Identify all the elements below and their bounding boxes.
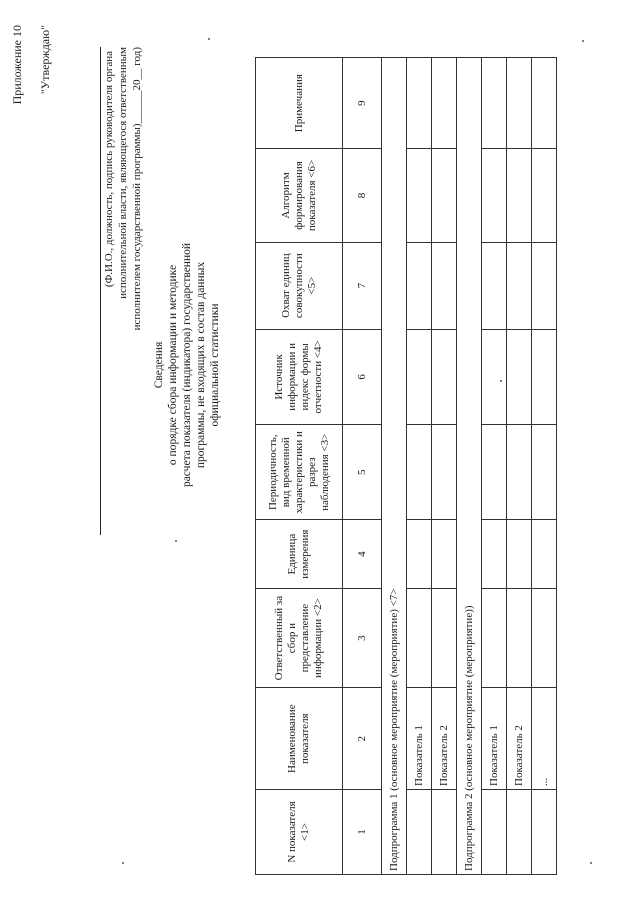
col-header: Единица измерения (256, 520, 343, 588)
approval-line-1: (Ф.И.О., должность, подпись руководителя органа (100, 47, 116, 535)
heading-line-3: расчета показателя (индикатора) государственной (181, 242, 193, 488)
table-row (507, 58, 532, 875)
indicator-name: Показатель 2 (432, 688, 457, 790)
scan-speck (582, 40, 584, 42)
subprogram-1-title: Подпрограмма 1 (основное мероприятие (мероприятие) <7> (382, 58, 407, 875)
appendix-header (10, 25, 52, 905)
ellipsis-cell: ... (532, 688, 557, 790)
scan-speck (122, 862, 124, 864)
heading-line-5: официальной статистики (209, 303, 221, 427)
col-number: 2 (343, 688, 382, 790)
table-row (482, 58, 507, 875)
col-header: Периодичность, вид временной характеристики и разрез наблюдения <3> (256, 425, 343, 520)
col-number: 4 (343, 520, 382, 588)
indicator-name: Показатель 2 (507, 688, 532, 790)
approve-title: "Утверждаю" (38, 25, 52, 95)
appendix-label: Приложение 10 (10, 25, 24, 105)
heading-line-1: Сведения (153, 341, 165, 389)
col-header: Источник информации и индекс формы отчетности <4> (256, 329, 343, 424)
scan-speck (590, 862, 592, 864)
table-row (532, 58, 557, 875)
col-number: 5 (343, 425, 382, 520)
indicator-name: Показатель 1 (482, 688, 507, 790)
approval-line-3: исполнителем государственной программы)______20__ год) (131, 47, 143, 331)
col-header: Ответственный за сбор и представление информации <2> (256, 588, 343, 688)
indicator-name: Показатель 1 (407, 688, 432, 790)
scan-speck (500, 380, 502, 382)
scan-speck (175, 540, 177, 542)
approval-line-2: исполнительной власти, являющегося ответственным (117, 47, 129, 299)
heading-line-4: программы, не входящих в состав данных (195, 261, 207, 469)
col-header: Примечания (256, 58, 343, 149)
col-header: Наименование показателя (256, 688, 343, 790)
subprogram-row (457, 58, 482, 875)
scan-speck (208, 38, 210, 40)
col-header: N показателя <1> (256, 789, 343, 874)
table-header-row (256, 58, 343, 875)
document-heading (152, 165, 222, 565)
column-number-row (343, 58, 382, 875)
table-row (432, 58, 457, 875)
col-number: 9 (343, 58, 382, 149)
approval-block (100, 47, 144, 535)
col-header: Алгоритм формирования показателя <6> (256, 149, 343, 242)
col-number: 7 (343, 242, 382, 329)
col-number: 8 (343, 149, 382, 242)
col-number: 1 (343, 789, 382, 874)
heading-line-2: о порядке сбора информации и методике (167, 264, 179, 466)
indicators-table (255, 57, 557, 875)
col-number: 3 (343, 588, 382, 688)
subprogram-2-title: Подпрограмма 2 (основное мероприятие (мероприятие)) (457, 58, 482, 875)
col-number: 6 (343, 329, 382, 424)
col-header: Охват единиц совокупности <5> (256, 242, 343, 329)
table-row (407, 58, 432, 875)
subprogram-row (382, 58, 407, 875)
